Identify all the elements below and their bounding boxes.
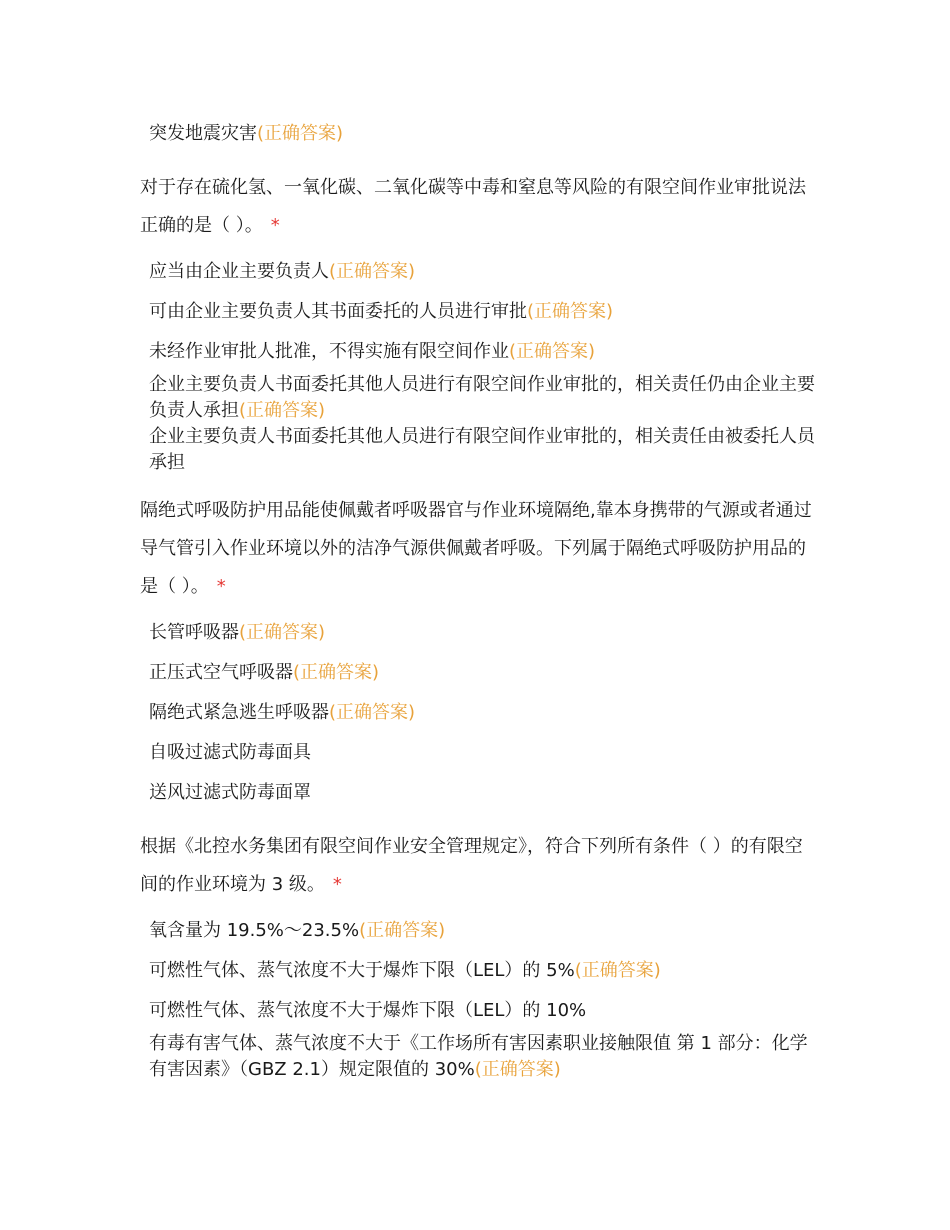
question-text bbox=[140, 828, 820, 904]
correct-answer-mark: (正确答案) bbox=[239, 400, 326, 421]
correct-answer-mark: (正确答案) bbox=[293, 662, 380, 683]
correct-answer-mark: (正确答案) bbox=[574, 960, 661, 981]
answer-option bbox=[149, 700, 819, 726]
answer-option bbox=[149, 339, 819, 365]
option-text: 企业主要负责人书面委托其他人员进行有限空间作业审批的，相关责任由被委托人员承担 bbox=[149, 426, 815, 473]
correct-answer-mark: (正确答案) bbox=[359, 920, 446, 941]
option-text: 隔绝式紧急逃生呼吸器 bbox=[149, 702, 329, 723]
option-text: 可燃性气体、蒸气浓度不大于爆炸下限（LEL）的 10% bbox=[149, 1000, 587, 1021]
correct-answer-mark: (正确答案) bbox=[257, 123, 344, 144]
answer-option bbox=[149, 259, 819, 285]
answer-option bbox=[149, 372, 819, 424]
answer-option bbox=[149, 958, 819, 984]
correct-answer-mark: (正确答案) bbox=[474, 1059, 561, 1080]
answer-option bbox=[149, 780, 819, 806]
answer-option bbox=[149, 998, 819, 1024]
question-stem: 根据《北控水务集团有限空间作业安全管理规定》，符合下列所有条件（ ）的有限空间的作业环境为 3 级。 bbox=[140, 836, 803, 895]
option-text: 可燃性气体、蒸气浓度不大于爆炸下限（LEL）的 5% bbox=[149, 960, 575, 981]
answer-option bbox=[149, 740, 819, 766]
option-text: 氧含量为 19.5%～23.5% bbox=[149, 920, 360, 941]
required-asterisk: * bbox=[332, 874, 342, 895]
question-stem: 隔绝式呼吸防护用品能使佩戴者呼吸器官与作业环境隔绝,靠本身携带的气源或者通过导气管引入作业环境以外的洁净气源供佩戴者呼吸。下列属于隔绝式呼吸防护用品的是（ ）。 bbox=[140, 500, 812, 597]
required-asterisk: * bbox=[270, 215, 280, 236]
option-text: 有毒有害气体、蒸气浓度不大于《工作场所有害因素职业接触限值 第 1 部分：化学有害因素》（GBZ 2.1）规定限值的 30% bbox=[149, 1033, 808, 1080]
question-text bbox=[140, 169, 820, 245]
correct-answer-mark: (正确答案) bbox=[239, 622, 326, 643]
option-text: 突发地震灾害 bbox=[149, 123, 257, 144]
required-asterisk: * bbox=[216, 576, 226, 597]
option-text: 企业主要负责人书面委托其他人员进行有限空间作业审批的，相关责任仍由企业主要负责人承担 bbox=[149, 374, 815, 421]
answer-option bbox=[149, 1031, 819, 1083]
answer-option bbox=[149, 620, 819, 646]
option-text: 正压式空气呼吸器 bbox=[149, 662, 293, 683]
option-text: 可由企业主要负责人其书面委托的人员进行审批 bbox=[149, 301, 527, 322]
question-stem: 对于存在硫化氢、一氧化碳、二氧化碳等中毒和窒息等风险的有限空间作业审批说法正确的是（ ）。 bbox=[140, 177, 806, 236]
answer-option bbox=[149, 121, 819, 147]
option-text: 送风过滤式防毒面罩 bbox=[149, 782, 311, 803]
option-text: 未经作业审批人批准，不得实施有限空间作业 bbox=[149, 341, 509, 362]
correct-answer-mark: (正确答案) bbox=[329, 702, 416, 723]
answer-option bbox=[149, 660, 819, 686]
answer-option bbox=[149, 918, 819, 944]
question-text bbox=[140, 492, 820, 606]
option-text: 应当由企业主要负责人 bbox=[149, 261, 329, 282]
correct-answer-mark: (正确答案) bbox=[329, 261, 416, 282]
option-text: 自吸过滤式防毒面具 bbox=[149, 742, 311, 763]
answer-option bbox=[149, 424, 819, 476]
answer-option bbox=[149, 299, 819, 325]
option-text: 长管呼吸器 bbox=[149, 622, 239, 643]
correct-answer-mark: (正确答案) bbox=[509, 341, 596, 362]
correct-answer-mark: (正确答案) bbox=[527, 301, 614, 322]
